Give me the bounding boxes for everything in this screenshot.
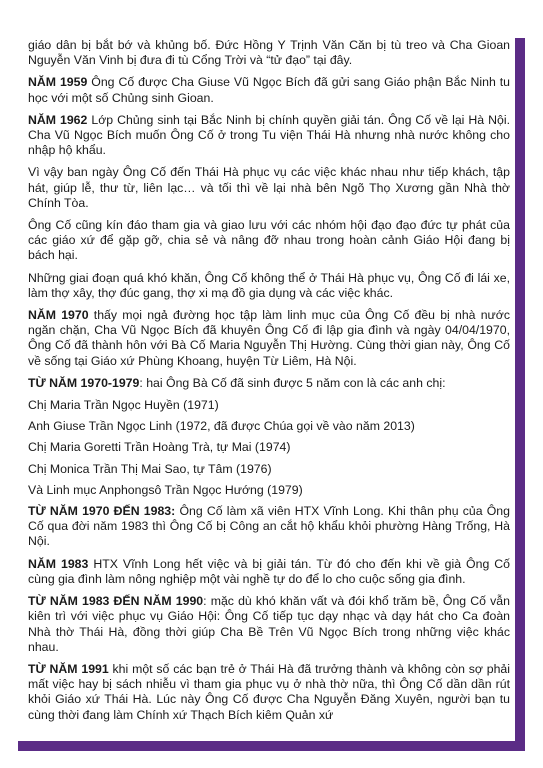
paragraph <box>28 594 510 655</box>
paragraph-lead: NĂM 1983 <box>28 556 89 571</box>
paragraph-text: Vì vậy ban ngày Ông Cố đến Thái Hà phục vụ các việc khác nhau như tiếp khách, tập hát, giúp lễ, thư từ, liên lạc… và tối thì về lại nhà bên Ngõ Thọ Xương gần Nhà thờ Chính Tòa. <box>28 165 510 210</box>
paragraph-lead: TỪ NĂM 1970-1979 <box>28 375 140 390</box>
child-list-item: Chị Monica Trần Thị Mai Sao, tự Tâm (1976) <box>28 461 272 476</box>
paragraph-text: khi một số các bạn trẻ ở Thái Hà đã trưởng thành và không còn sợ phải mất việc hay bị sách nhiễu vì tham gia phục vụ ở nhà thờ nữa, thì Ông Cố dần dần rút khỏi Giáo xứ Thái Hà. Lúc này Ông Cố được Cha Nguyễn Đăng Xuyên, người bạn tu cùng thời đang làm Chính xứ Thạch Bích kiêm Quản xứ <box>28 661 510 722</box>
paragraph <box>28 308 510 369</box>
document-body <box>28 38 510 730</box>
page-border-right <box>515 38 525 751</box>
paragraph-text: giáo dân bị bắt bớ và khủng bố. Đức Hồng Y Trịnh Văn Căn bị tù treo và Cha Gioan Nguyễn Văn Vinh bị đưa đi tù Cổng Trời và “tử đạo” tại đây. <box>28 38 510 68</box>
paragraph-text: Ông Cố cũng kín đáo tham gia và giao lưu với các nhóm hội đạo đạo đức tự phát của các giáo xứ để gặp gỡ, chia sẻ và nâng đỡ nhau trong hoàn cảnh Giáo Hội đang bị bách hại. <box>28 218 510 263</box>
paragraph-text: Những giai đoạn quá khó khăn, Ông Cố không thể ở Thái Hà phục vụ, Ông Cố đi lái xe, làm thợ xây, thợ đúc gang, thợ xi mạ đồ gia dụng và các việc khác. <box>28 270 510 300</box>
paragraph-text: Ông Cố làm xã viên HTX Vĩnh Long. Khi thân phụ của Ông Cố qua đời năm 1983 thì Ông Cố bị Công an cắt hộ khẩu khỏi phường Hàng Trống, Hà Nội. <box>28 504 510 549</box>
paragraph-lead: NĂM 1959 <box>28 75 88 90</box>
paragraph <box>28 38 510 68</box>
paragraph <box>28 271 510 301</box>
paragraph-lead: NĂM 1962 <box>28 112 88 127</box>
child-list-item: Chị Maria Goretti Trần Hoàng Trà, tự Mai (1974) <box>28 440 291 455</box>
paragraph <box>28 165 510 211</box>
paragraph-lead: TỪ NĂM 1991 <box>28 661 109 676</box>
paragraph <box>28 75 510 105</box>
paragraph <box>28 557 510 587</box>
paragraph <box>28 376 510 391</box>
paragraph-lead: NĂM 1970 <box>28 308 89 323</box>
paragraph-text: : hai Ông Bà Cố đã sinh được 5 năm con là các anh chị: <box>139 375 446 390</box>
paragraph-text: Lớp Chủng sinh tại Bắc Ninh bị chính quyền giải tán. Ông Cố về lại Hà Nội. Cha Vũ Ngọc Bích muốn Ông Cố ở trong Tu viện Thái Hà nhưng nhà nước không cho nhập hộ khẩu. <box>28 112 510 158</box>
paragraph <box>28 504 510 550</box>
child-list-item: Chị Maria Trần Ngọc Huyền (1971) <box>28 398 219 413</box>
child-list-item: Anh Giuse Trần Ngọc Linh (1972, đã được Chúa gọi về vào năm 2013) <box>28 419 415 434</box>
paragraph-text: Ông Cố được Cha Giuse Vũ Ngọc Bích đã gửi sang Giáo phận Bắc Ninh tu học với một số Chủng sinh Gioan. <box>28 75 510 105</box>
paragraph-lead: TỪ NĂM 1970 ĐẾN 1983: <box>28 504 176 519</box>
paragraph-text: HTX Vĩnh Long hết việc và bị giải tán. Từ đó cho đến khi về già Ông Cố cùng gia đình làm nông nghiệp một vài nghề tự do để lo cho cuộc sống gia đình. <box>28 556 510 586</box>
page-border-bottom <box>18 741 525 751</box>
paragraph <box>28 662 510 723</box>
child-list-item: Và Linh mục Anphongsô Trần Ngọc Hướng (1979) <box>28 482 303 497</box>
paragraph <box>28 218 510 264</box>
document-page <box>18 38 525 751</box>
paragraph-text: : mặc dù khó khăn vất và đói khổ trăm bề, Ông Cố vẫn kiên trì với việc phục vụ Giáo Hội: Ông Cố tiếp tục dạy nhạc và dạy hát cho Ca đoàn Nhà thờ Thái Hà, đồng thời giúp Cha Bề Trên Vũ Ngọc Bích trong những việc khác nhau. <box>28 594 510 654</box>
paragraph-text: thấy mọi ngả đường học tập làm linh mục của Ông Cố đều bị nhà nước ngăn chặn, Cha Vũ Ngọc Bích đã khuyên Ông Cố đi lập gia đình và ngày 04/04/1970, Ông Cố đã thành hôn với Bà Cố Maria Nguyễn Thị Hường. Cùng thời gian này, Ông Cố về sống tại Giáo xứ Phùng Khoang, huyện Từ Liêm, Hà Nội. <box>28 308 511 368</box>
paragraph <box>28 113 510 159</box>
paragraph-lead: TỪ NĂM 1983 ĐẾN NĂM 1990 <box>28 594 204 609</box>
